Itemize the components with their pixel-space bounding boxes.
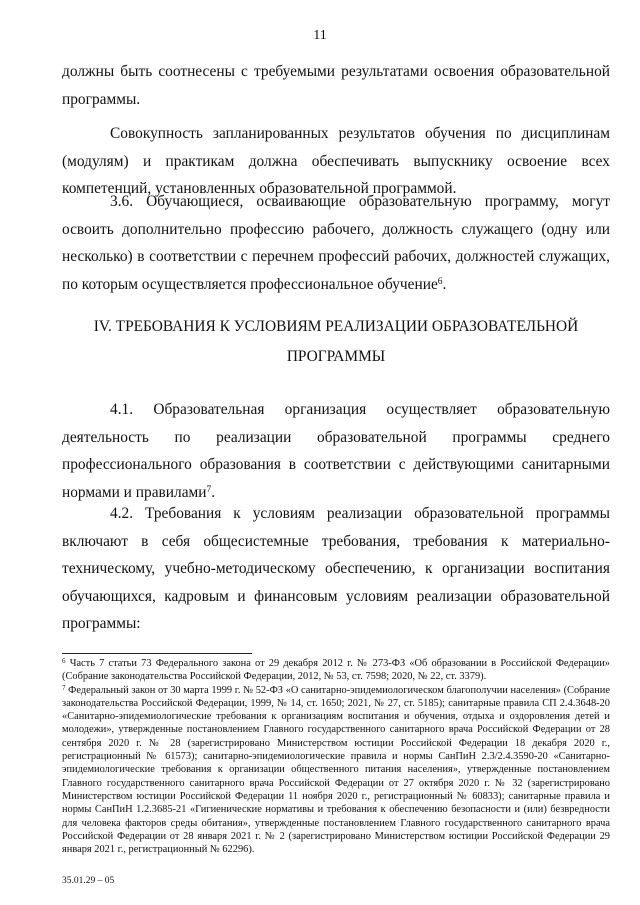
paragraph-1 bbox=[62, 58, 610, 113]
section-heading bbox=[62, 312, 610, 372]
paragraph-3-6-body: 3.6. Обучающиеся, осваивающие образовательную программу, могут освоить дополнительно профессию рабочего, должность служащего (одну или несколько) в соответствии с перечнем профессий рабочих, должностей служащих, по которым осуществляется профессиональное обучение bbox=[62, 193, 610, 293]
footnote-ref-6: 6 bbox=[437, 276, 443, 287]
paragraph-4-1-body: 4.1. Образовательная организация осуществляет образовательную деятельность по реализации образовательной программы среднего профессионального образования в соответствии с действующими санитарными нормами и правилами bbox=[62, 401, 610, 501]
section-heading-line-1: IV. ТРЕБОВАНИЯ К УСЛОВИЯМ РЕАЛИЗАЦИИ ОБРАЗОВАТЕЛЬНОЙ bbox=[93, 318, 579, 335]
footnote-6-mark: 6 bbox=[62, 657, 66, 665]
section-heading-line-2: ПРОГРАММЫ bbox=[286, 348, 386, 365]
paragraph-4-1-text bbox=[62, 396, 610, 506]
footnote-6 bbox=[62, 657, 610, 684]
footnote-7-mark: 7 bbox=[62, 683, 66, 692]
footnotes bbox=[62, 657, 610, 856]
paragraph-4-1 bbox=[62, 396, 610, 506]
footnote-7 bbox=[62, 684, 610, 857]
footnote-ref-7: 7 bbox=[206, 484, 212, 495]
paragraph-3-6-end: . bbox=[442, 275, 447, 293]
page-number: 11 bbox=[313, 28, 327, 43]
paragraph-4-2 bbox=[62, 500, 610, 638]
paragraph-4-2-text: 4.2. Требования к условиям реализации образовательной программы включают в себя общесистемные требования, требования к материально-техническому, учебно-методическому обеспечению, к организации воспитания обучающихся, кадровым и финансовым условиям реализации образовательной программы: bbox=[62, 505, 610, 633]
footnote-6-text: Часть 7 статьи 73 Федерального закона от 29 декабря 2012 г. № 273-ФЗ «Об образовании в Российской Федерации» (Собрание законодательства Российской Федерации, 2012, № 53, ст. 7598; 2020, № 22, ст. 3379). bbox=[62, 658, 610, 683]
paragraph-4-1-end: . bbox=[211, 483, 216, 501]
paragraph-3-6-text bbox=[62, 188, 610, 298]
footnote-separator bbox=[62, 653, 252, 654]
paragraph-2-text: Совокупность запланированных результатов обучения по дисциплинам (модулям) и практикам должна обеспечивать выпускнику освоение всех компетенций, установленных образовательной программой. bbox=[62, 125, 610, 198]
paragraph-3-6 bbox=[62, 188, 610, 298]
document-code: 35.01.29 – 05 bbox=[62, 876, 115, 886]
footnote-7-text: Федеральный закон от 30 марта 1999 г. № 52-ФЗ «О санитарно-эпидемиологическом благополучии населения» (Собрание законодательства Российской Федерации, 1999, № 14, ст. 1650; 2021, № 27, ст. 5185); санитарные правила СП 2.4.3648-20 «Санитарно-эпидемиологические требования к организациям воспитания и обучения, отдыха и оздоровления детей и молодежи», утвержденные постановлением Главного государственного санитарного врача Российской Федерации от 28 сентября 2020 г. № 28 (зарегистрировано Министерством юстиции Российской Федерации 18 декабря 2020 г., регистрационный № 61573); санитарно-эпидемиологические правила и нормы СанПиН 2.3/2.4.3590-20 «Санитарно-эпидемиологические требования к организации общественного питания населения», утвержденные постановлением Главного государственного санитарного врача Российской Федерации от 27 октября 2020 г. № 32 (зарегистрировано Министерством юстиции Российской Федерации 11 ноября 2020 г., регистрационный № 60833); санитарные правила и нормы СанПиН 1.2.3685-21 «Гигиенические нормативы и требования к обеспечению безопасности и (или) безвредности для человека факторов среды обитания», утвержденные постановлением Главного государственного санитарного врача Российской Федерации от 28 января 2021 г. № 2 (зарегистрировано Министерством юстиции Российской Федерации 29 января 2021 г., регистрационный № 62296). bbox=[62, 684, 610, 856]
paragraph-1-text: должны быть соотнесены с требуемыми результатами освоения образовательной программы. bbox=[62, 63, 610, 108]
